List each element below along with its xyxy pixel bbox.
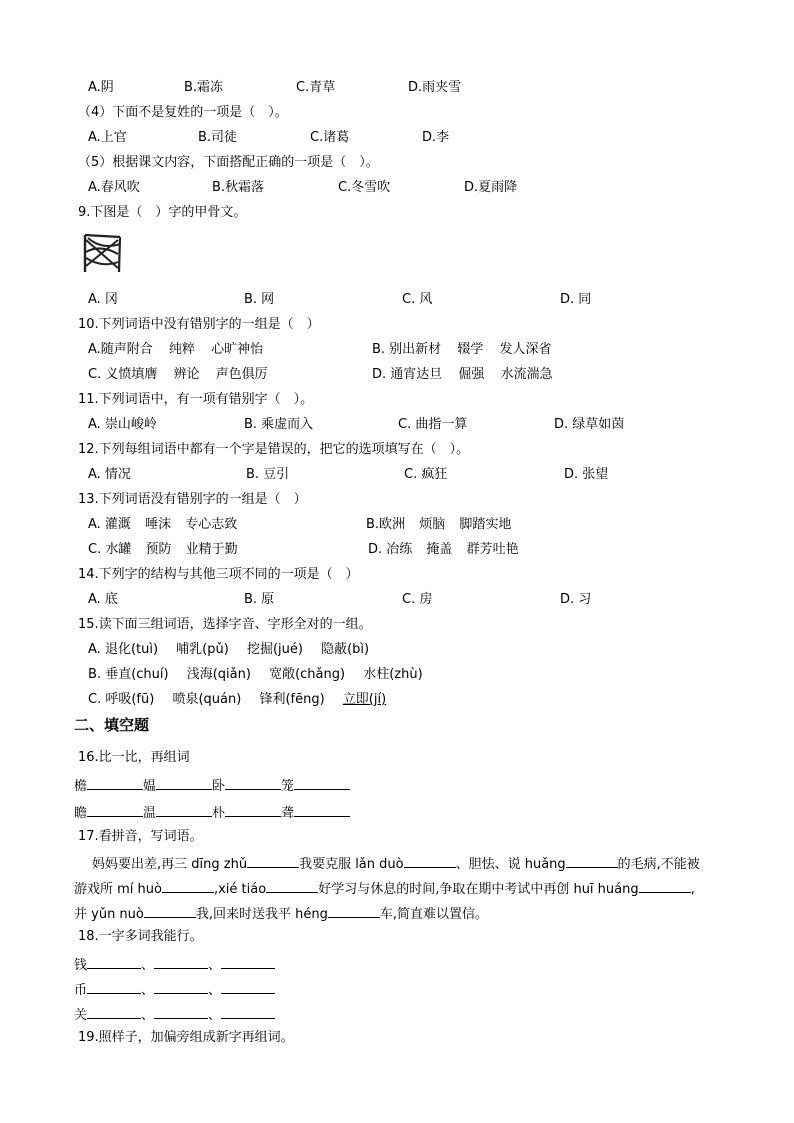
- option-d-word3: 群芳吐艳: [466, 542, 519, 557]
- option-c[interactable]: C. 曲指一算: [398, 417, 468, 432]
- q9-stem: 9.下图是（ ）字的甲骨文。: [78, 205, 247, 220]
- option-b-word1: 垂直(chuí): [105, 667, 169, 682]
- q16-row1: [74, 775, 350, 793]
- q17-text: 的毛病,不能被: [617, 857, 700, 872]
- answer-blank[interactable]: [156, 802, 212, 817]
- option-d-word1: D. 冶练: [368, 542, 413, 557]
- q12-stem: 12.下列每组词语中都有一个字是错误的，把它的选项填写在（ ）。: [78, 442, 470, 457]
- answer-blank[interactable]: [87, 802, 143, 817]
- q15-stem: 15.读下面三组词语，选择字音、字形全对的一组。: [78, 617, 372, 632]
- option-c[interactable]: C.冬雪吹: [338, 180, 391, 195]
- option-a-word3: 心旷神怡: [211, 342, 264, 357]
- q17-text: 车,简直难以置信。: [379, 907, 489, 922]
- option-c-word1: 呼吸(fū): [105, 692, 155, 707]
- option-a-word2: 纯粹: [168, 342, 195, 357]
- answer-blank[interactable]: [154, 954, 208, 969]
- option-b-word4: 水柱(zhù): [363, 667, 423, 682]
- answer-blank[interactable]: [266, 878, 318, 893]
- q16-char: 瞻: [74, 806, 88, 821]
- section-heading: 二、填空题: [74, 716, 150, 734]
- option-b-word1: B.欧洲: [366, 517, 406, 532]
- answer-blank[interactable]: [87, 954, 141, 969]
- q16-char: 媪: [143, 779, 157, 794]
- option-b[interactable]: B. 豆引: [246, 467, 290, 482]
- option-b[interactable]: B. 原: [244, 592, 275, 607]
- answer-blank[interactable]: [639, 878, 691, 893]
- option-a[interactable]: A. 底: [88, 592, 118, 607]
- q18-row: [74, 1004, 275, 1022]
- q14-stem: 14.下列字的结构与其他三项不同的一项是（ ）: [78, 567, 359, 582]
- answer-blank[interactable]: [154, 1004, 208, 1019]
- q8-sub5-stem: （5）根据课文内容，下面搭配正确的一项是（ ）。: [78, 155, 379, 170]
- answer-blank[interactable]: [566, 853, 618, 868]
- answer-blank[interactable]: [294, 802, 350, 817]
- option-b[interactable]: B.司徒: [198, 130, 238, 145]
- q16-char: 卧: [212, 779, 226, 794]
- option-a-word1: A. 灌溉: [88, 517, 131, 532]
- option-b[interactable]: B.秋霜落: [212, 180, 265, 195]
- option-d-word2: 掩盖: [426, 542, 453, 557]
- answer-blank[interactable]: [156, 775, 212, 790]
- option-c[interactable]: C.青草: [296, 80, 336, 95]
- option-a[interactable]: A. 情况: [88, 467, 131, 482]
- option-b[interactable]: B. 网: [244, 292, 275, 307]
- option-a-prefix: A.: [88, 642, 105, 657]
- option-a[interactable]: [88, 516, 237, 534]
- option-c[interactable]: C. 房: [402, 592, 433, 607]
- option-d[interactable]: D. 张望: [564, 467, 609, 482]
- q18-row: [74, 954, 275, 972]
- answer-blank[interactable]: [225, 775, 281, 790]
- q17-line1: [92, 853, 700, 871]
- option-d-word1: D. 通宵达旦: [372, 367, 443, 382]
- option-b-word3: 宽敞(chǎng): [269, 667, 346, 682]
- option-b[interactable]: [372, 341, 552, 359]
- q18-char: 币: [74, 983, 88, 998]
- option-c[interactable]: C. 风: [402, 292, 433, 307]
- q10-stem: 10.下列词语中没有错别字的一组是（ ）: [78, 317, 320, 332]
- answer-blank[interactable]: [87, 1004, 141, 1019]
- option-a-word4: 隐蔽(bì): [321, 642, 370, 657]
- option-a[interactable]: A.上官: [88, 130, 127, 145]
- option-c-word3: 业精于勤: [185, 542, 238, 557]
- option-c-word3: 锋利(fēng): [259, 692, 325, 707]
- q16-char: 檐: [74, 779, 88, 794]
- q17-text: 我,回来时送我平 héng: [195, 907, 328, 922]
- option-a[interactable]: A. 冈: [88, 292, 118, 307]
- q16-char: 温: [143, 806, 157, 821]
- oracle-bone-glyph-image: [82, 232, 124, 274]
- q15-option-c[interactable]: [88, 691, 386, 709]
- option-c[interactable]: [88, 541, 238, 559]
- option-c-word1: C. 义愤填膺: [88, 367, 158, 382]
- option-a[interactable]: [88, 341, 263, 359]
- q19-stem: 19.照样子，加偏旁组成新字再组词。: [78, 1030, 294, 1045]
- option-d[interactable]: D.雨夹雪: [408, 80, 462, 95]
- option-a-word1: 退化(tuì): [104, 642, 159, 657]
- option-a-word3: 专心志致: [185, 517, 238, 532]
- answer-blank[interactable]: [328, 903, 380, 918]
- q8-sub4-stem: （4）下面不是复姓的一项是（ ）。: [78, 105, 288, 120]
- option-c-word2: 预防: [145, 542, 172, 557]
- q17-text: ,: [690, 882, 695, 897]
- option-c[interactable]: C.诸葛: [310, 130, 350, 145]
- option-b-word2: 浅海(qiǎn): [186, 667, 251, 682]
- separator: 、: [208, 983, 222, 998]
- q16-char: 朴: [212, 806, 226, 821]
- answer-blank[interactable]: [247, 853, 299, 868]
- answer-blank[interactable]: [221, 979, 275, 994]
- separator: 、: [141, 958, 155, 973]
- option-a-word2: 哺乳(pǔ): [176, 642, 229, 657]
- option-b-word3: 脚踏实地: [459, 517, 512, 532]
- option-a[interactable]: A.春风吹: [88, 180, 140, 195]
- q16-stem: 16.比一比，再组词: [78, 750, 190, 765]
- answer-blank[interactable]: [87, 979, 141, 994]
- q16-char: 笼: [281, 779, 295, 794]
- option-d[interactable]: D. 习: [560, 592, 592, 607]
- option-c-word2: 辨论: [173, 367, 200, 382]
- q11-stem: 11.下列词语中，有一项有错别字（ ）。: [78, 392, 314, 407]
- option-d[interactable]: D. 同: [560, 292, 592, 307]
- option-b[interactable]: B.霜冻: [184, 80, 224, 95]
- option-c[interactable]: [88, 366, 268, 384]
- q17-stem: 17.看拼音，写词语。: [78, 829, 203, 844]
- q18-row: [74, 979, 275, 997]
- answer-blank[interactable]: [404, 853, 456, 868]
- q16-row2: [74, 802, 350, 820]
- q17-text: 、胆怯、说 huǎng: [455, 857, 566, 872]
- q16-char: 聋: [281, 806, 295, 821]
- option-b[interactable]: B. 乘虚而入: [244, 417, 314, 432]
- option-a-word3: 挖掘(jué): [246, 642, 303, 657]
- q18-char: 钱: [74, 958, 88, 973]
- option-d-word3: 水流湍急: [500, 367, 553, 382]
- option-b-word2: 辍学: [457, 342, 484, 357]
- separator: 、: [141, 1008, 155, 1023]
- option-a[interactable]: A.阴: [88, 80, 114, 95]
- q17-text: 妈妈要出差,再三 dīng zhǔ: [92, 857, 248, 872]
- option-d[interactable]: D. 绿草如茵: [554, 417, 625, 432]
- q18-stem: 18.一字多词我能行。: [78, 929, 203, 944]
- q17-text: 游戏所 mí huò: [74, 882, 162, 897]
- option-a-word2: 唾沫: [145, 517, 172, 532]
- answer-blank[interactable]: [154, 979, 208, 994]
- option-c-word4: 立即(jí): [342, 692, 387, 707]
- q17-text: 我要克服 lǎn duò: [299, 857, 404, 872]
- option-c-prefix: C.: [88, 692, 106, 707]
- q15-option-b[interactable]: [88, 666, 423, 684]
- option-d[interactable]: D.李: [422, 130, 450, 145]
- separator: 、: [208, 1008, 222, 1023]
- q17-text: 好学习与休息的时间,争取在期中考试中再创 huī huáng: [318, 882, 639, 897]
- answer-blank[interactable]: [144, 903, 196, 918]
- answer-blank[interactable]: [225, 802, 281, 817]
- option-b-word2: 烦脑: [419, 517, 446, 532]
- option-d[interactable]: [372, 366, 553, 384]
- option-d[interactable]: D.夏雨降: [464, 180, 518, 195]
- option-c-word1: C. 水罐: [88, 542, 132, 557]
- separator: 、: [141, 983, 155, 998]
- option-b-word1: B. 别出新材: [372, 342, 442, 357]
- answer-blank[interactable]: [87, 775, 143, 790]
- option-b[interactable]: [366, 516, 511, 534]
- option-a[interactable]: A. 崇山峻岭: [88, 417, 157, 432]
- q13-stem: 13.下列词语没有错别字的一组是（ ）: [78, 492, 307, 507]
- answer-blank[interactable]: [162, 878, 214, 893]
- answer-blank[interactable]: [221, 1004, 275, 1019]
- q17-text: ,xié tiáo: [213, 882, 267, 897]
- q17-line3: [74, 903, 488, 921]
- option-c-word2: 喷泉(quán): [172, 692, 242, 707]
- option-c[interactable]: C. 疯狂: [404, 467, 448, 482]
- option-b-prefix: B.: [88, 667, 106, 682]
- option-c-word3: 声色俱厉: [215, 367, 268, 382]
- q17-text: 并 yǔn nuò: [74, 907, 144, 922]
- option-b-word3: 发人深省: [499, 342, 552, 357]
- option-a-word1: A.随声附合: [88, 342, 153, 357]
- answer-blank[interactable]: [221, 954, 275, 969]
- q15-option-a[interactable]: [88, 641, 369, 659]
- option-d-word2: 倔强: [458, 367, 485, 382]
- q18-char: 关: [74, 1008, 88, 1023]
- separator: 、: [208, 958, 222, 973]
- q17-line2: [74, 878, 695, 896]
- option-d[interactable]: [368, 541, 519, 559]
- answer-blank[interactable]: [294, 775, 350, 790]
